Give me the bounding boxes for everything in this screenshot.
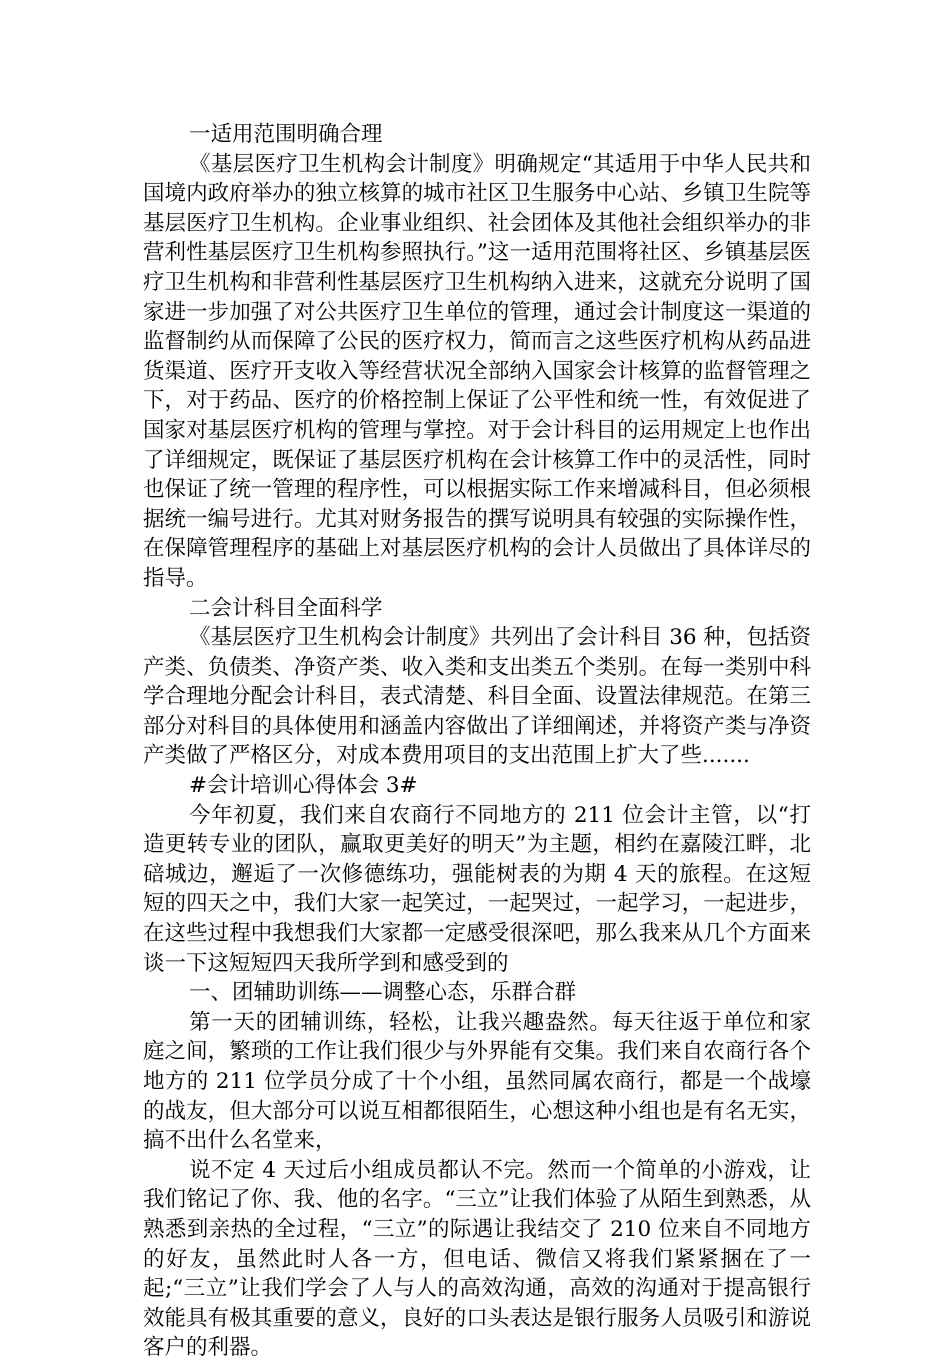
- document-body: [143, 120, 811, 1363]
- section-heading: 二会计科目全面科学: [189, 595, 383, 621]
- body-paragraph: 说不定 4 天过后小组成员都认不完。然而一个简单的小游戏，让我们铭记了你、我、他的名字。“三立”让我们体验了从陌生到熟悉，从熟悉到亲热的全过程，“三立”的际遇让我结交了 210 位来自不同地方的好友，虽然此时人各一方，但电话、微信又将我们紧紧捆在了一起;“三立”让我们学会了人与人的高效沟通，高效的沟通对于提高银行效能具有极其重要的意义，良好的口头表达是银行服务人员吸引和游说客户的利器。: [143, 1157, 811, 1361]
- body-paragraph: 今年初夏，我们来自农商行不同地方的 211 位会计主管，以“打造更转专业的团队，赢取更美好的明天”为主题，相约在嘉陵江畔，北碚城边，邂逅了一次修德练功，强能树表的为期 4 天的旅程。在这短短的四天之中，我们大家一起笑过，一起哭过，一起学习，一起进步，在这些过程中我想我们大家都一定感受很深吧，那么我来从几个方面来谈一下这短短四天我所学到和感受到的: [143, 802, 811, 976]
- article-title: #会计培训心得体会 3#: [189, 773, 418, 799]
- body-paragraph: 《基层医疗卫生机构会计制度》共列出了会计科目 36 种，包括资产类、负债类、净资产类、收入类和支出类五个类别。在每一类别中科学合理地分配会计科目，表式清楚、科目全面、设置法律规范。在第三部分对科目的具体使用和涵盖内容做出了详细阐述，并将资产类与净资产类做了严格区分，对成本费用项目的支出范围上扩大了些.......: [143, 625, 811, 769]
- body-paragraph: 第一天的团辅训练，轻松，让我兴趣盎然。每天往返于单位和家庭之间，繁琐的工作让我们很少与外界能有交集。我们来自农商行各个地方的 211 位学员分成了十个小组，虽然同属农商行，都是一个战壕的战友，但大部分可以说互相都很陌生，心想这种小组也是有名无实，搞不出什么名堂来，: [143, 1009, 811, 1154]
- body-paragraph: 《基层医疗卫生机构会计制度》明确规定“其适用于中华人民共和国境内政府举办的独立核算的城市社区卫生服务中心站、乡镇卫生院等基层医疗卫生机构。企业事业组织、社会团体及其他社会组织举办的非营利性基层医疗卫生机构参照执行。”这一适用范围将社区、乡镇基层医疗卫生机构和非营利性基层医疗卫生机构纳入进来，这就充分说明了国家进一步加强了对公共医疗卫生单位的管理，通过会计制度这一渠道的监督制约从而保障了公民的医疗权力，简而言之这些医疗机构从药品进货渠道、医疗开支收入等经营状况全部纳入国家会计核算的监督管理之下，对于药品、医疗的价格控制上保证了公平性和统一性，有效促进了国家对基层医疗机构的管理与掌控。对于会计科目的运用规定上也作出了详细规定，既保证了基层医疗机构在会计核算工作中的灵活性，同时也保证了统一管理的程序性，可以根据实际工作来增减科目，但必须根据统一编号进行。尤其对财务报告的撰写说明具有较强的实际操作性，在保障管理程序的基础上对基层医疗机构的会计人员做出了具体详尽的指导。: [143, 151, 811, 591]
- section-heading: 一适用范围明确合理: [189, 122, 383, 147]
- section-heading: 一、团辅助训练——调整心态，乐群合群: [189, 980, 577, 1006]
